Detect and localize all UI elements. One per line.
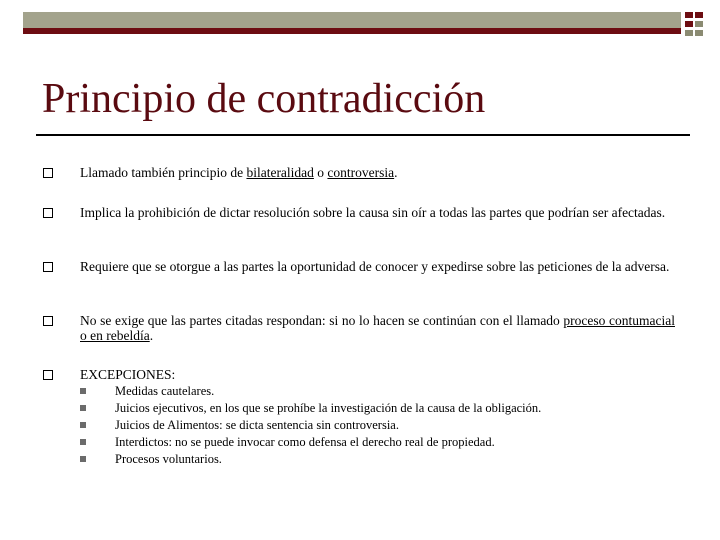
square-bullet-icon [43, 168, 53, 178]
square-bullet-icon [43, 262, 53, 272]
corner-decoration [685, 12, 705, 38]
sub-list-item: Interdictos: no se puede invocar como defensa el derecho real de propiedad. [80, 434, 640, 451]
sub-list-item: Juicios ejecutivos, en los que se prohíbe la investigación de la causa de la obligación. [80, 400, 640, 417]
sub-list-item: Procesos voluntarios. [80, 451, 640, 468]
square-bullet-icon [43, 316, 53, 326]
bullet-item: Llamado también principio de bilateralidad o controversia. [43, 165, 675, 180]
bullet-item: No se exige que las partes citadas respondan: si no lo hacen se continúan con el llamado proceso contumacial o en rebeldía. [43, 313, 675, 343]
exceptions-sublist [80, 383, 640, 468]
square-bullet-icon [43, 370, 53, 380]
filled-square-bullet-icon [80, 439, 86, 445]
bullet-item: Requiere que se otorgue a las partes la oportunidad de conocer y expedirse sobre las peticiones de la adversa. [43, 259, 675, 274]
square-bullet-icon [43, 208, 53, 218]
filled-square-bullet-icon [80, 422, 86, 428]
bullet-item: Implica la prohibición de dictar resolución sobre la causa sin oír a todas las partes que podrían ser afectadas. [43, 205, 675, 220]
bullet-item: EXCEPCIONES: [43, 367, 675, 382]
filled-square-bullet-icon [80, 405, 86, 411]
slide-title: Principio de contradicción [42, 76, 486, 122]
filled-square-bullet-icon [80, 456, 86, 462]
sub-list-item: Medidas cautelares. [80, 383, 640, 400]
title-divider [36, 134, 690, 136]
sub-list-item: Juicios de Alimentos: se dicta sentencia sin controversia. [80, 417, 640, 434]
filled-square-bullet-icon [80, 388, 86, 394]
top-decorative-bar [23, 12, 681, 34]
